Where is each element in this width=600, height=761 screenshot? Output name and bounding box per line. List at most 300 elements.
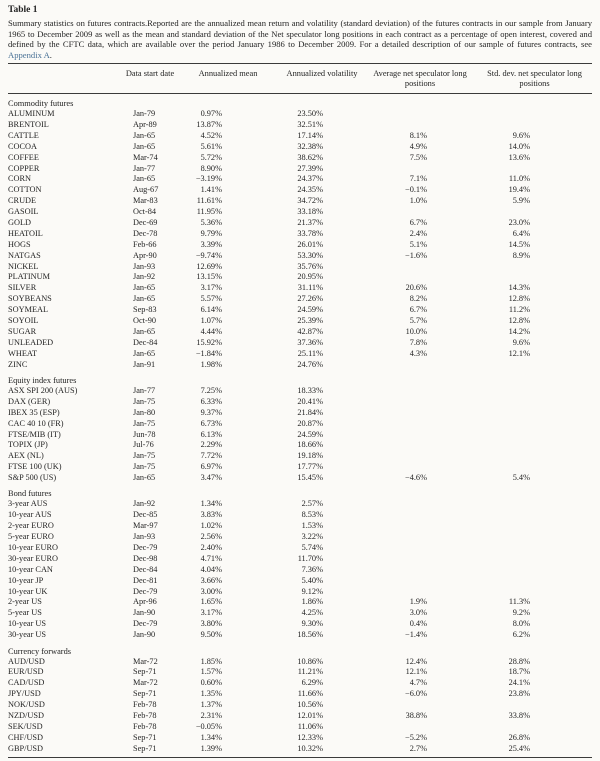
cell-filler bbox=[530, 744, 592, 755]
table-label: Table 1 bbox=[8, 5, 38, 15]
table-row bbox=[8, 386, 592, 397]
cell-start-date: Dec-79 bbox=[133, 543, 158, 553]
cell-avg-net-spec bbox=[323, 430, 427, 441]
cell-avg-net-spec: 38.8% bbox=[405, 710, 427, 720]
cell-start-date: Aug-67 bbox=[133, 185, 159, 195]
cell-std-net-spec bbox=[427, 554, 530, 565]
table-row bbox=[8, 408, 592, 419]
table-row bbox=[8, 207, 592, 218]
cell-std-net-spec bbox=[427, 386, 530, 397]
cell-annualized-mean: 11.95% bbox=[196, 207, 222, 217]
table-row bbox=[8, 462, 592, 473]
table-row bbox=[8, 473, 592, 484]
table-row bbox=[8, 565, 592, 576]
cell-avg-net-spec: 20.6% bbox=[405, 283, 427, 293]
section-title: Bond futures bbox=[8, 489, 52, 499]
cell-start-date: Dec-85 bbox=[133, 510, 158, 520]
cell-contract: GBP/USD bbox=[8, 743, 44, 753]
table-row bbox=[8, 521, 592, 532]
cell-annualized-mean: −9.74% bbox=[195, 250, 222, 260]
cell-std-net-spec bbox=[427, 207, 530, 218]
cell-avg-net-spec: 1.0% bbox=[409, 196, 427, 206]
cell-std-net-spec: 18.7% bbox=[508, 667, 530, 677]
cell-contract: TOPIX (JP) bbox=[8, 440, 48, 450]
cell-contract: SILVER bbox=[8, 283, 37, 293]
cell-filler bbox=[530, 305, 592, 316]
cell-filler bbox=[530, 196, 592, 207]
cell-contract: GOLD bbox=[8, 217, 32, 227]
cell-std-net-spec: 5.4% bbox=[512, 473, 530, 483]
cell-contract: CRUDE bbox=[8, 196, 37, 206]
caption-text-before: Summary statistics on futures contracts.Reported are the annualized mean return and volatility (standard deviation) of the futures contracts in our sample from January 1965 to December 2009 as well as the mean and standard deviation of the Net speculator long positions in each contract as a percentage of open interest, covered and defined by the CFTC data, which are available over the period January 1986 to December 2009. For a detailed description of our sample of futures contracts, see bbox=[8, 18, 592, 50]
table-row bbox=[8, 142, 592, 153]
header-annualized-volatility: Annualized volatility bbox=[286, 69, 358, 79]
table-row bbox=[8, 657, 592, 668]
cell-contract: WHEAT bbox=[8, 348, 38, 358]
cell-contract: AUD/USD bbox=[8, 656, 45, 666]
cell-avg-net-spec bbox=[323, 451, 427, 462]
cell-contract: ALUMINUM bbox=[8, 109, 55, 119]
cell-avg-net-spec: 10.0% bbox=[405, 326, 427, 336]
cell-annualized-mean: −0.05% bbox=[195, 721, 222, 731]
cell-start-date: Mar-74 bbox=[133, 152, 158, 162]
table-row bbox=[8, 554, 592, 565]
caption-text-after: . bbox=[49, 49, 52, 60]
cell-avg-net-spec bbox=[323, 700, 427, 711]
cell-start-date: Apr-96 bbox=[133, 597, 157, 607]
cell-std-net-spec: 9.6% bbox=[512, 130, 530, 140]
table-row bbox=[8, 587, 592, 598]
table-row bbox=[8, 185, 592, 196]
cell-std-net-spec: 11.2% bbox=[508, 305, 530, 315]
cell-avg-net-spec: 4.3% bbox=[409, 348, 427, 358]
cell-contract: CAC 40 10 (FR) bbox=[8, 418, 64, 428]
cell-filler bbox=[530, 207, 592, 218]
cell-filler bbox=[530, 608, 592, 619]
table-section bbox=[8, 98, 592, 370]
cell-annualized-volatility: 19.18% bbox=[297, 451, 323, 461]
cell-annualized-volatility: 33.18% bbox=[297, 207, 323, 217]
cell-start-date: Feb-78 bbox=[133, 710, 157, 720]
cell-annualized-mean: 1.35% bbox=[200, 689, 222, 699]
cell-avg-net-spec bbox=[323, 164, 427, 175]
cell-contract: 10-year UK bbox=[8, 586, 48, 596]
table-row bbox=[8, 678, 592, 689]
cell-contract: CAD/USD bbox=[8, 678, 45, 688]
cell-avg-net-spec bbox=[323, 554, 427, 565]
cell-start-date: Jan-90 bbox=[133, 630, 156, 640]
table-row bbox=[8, 499, 592, 510]
table-section bbox=[8, 488, 592, 641]
cell-start-date: Dec-79 bbox=[133, 586, 158, 596]
cell-annualized-mean: 12.69% bbox=[196, 261, 222, 271]
cell-annualized-volatility: 10.56% bbox=[297, 700, 323, 710]
cell-start-date: Sep-71 bbox=[133, 743, 157, 753]
cell-filler bbox=[530, 262, 592, 273]
cell-avg-net-spec bbox=[323, 397, 427, 408]
cell-filler bbox=[530, 419, 592, 430]
cell-annualized-volatility: 12.33% bbox=[297, 732, 323, 742]
cell-start-date: Jan-65 bbox=[133, 326, 156, 336]
cell-filler bbox=[530, 532, 592, 543]
table-row bbox=[8, 196, 592, 207]
cell-annualized-mean: 0.60% bbox=[200, 678, 222, 688]
cell-std-net-spec bbox=[427, 262, 530, 273]
table-row bbox=[8, 294, 592, 305]
cell-start-date: Sep-83 bbox=[133, 305, 157, 315]
cell-annualized-mean: 4.52% bbox=[200, 130, 222, 140]
table-row bbox=[8, 327, 592, 338]
cell-annualized-volatility: 27.39% bbox=[297, 163, 323, 173]
cell-start-date: Oct-84 bbox=[133, 207, 157, 217]
cell-avg-net-spec bbox=[323, 408, 427, 419]
cell-contract: 5-year US bbox=[8, 608, 42, 618]
cell-annualized-mean: 2.56% bbox=[200, 532, 222, 542]
cell-std-net-spec: 6.2% bbox=[512, 630, 530, 640]
cell-avg-net-spec: 12.4% bbox=[405, 656, 427, 666]
cell-annualized-volatility: 35.76% bbox=[297, 261, 323, 271]
table-row bbox=[8, 120, 592, 131]
cell-annualized-volatility: 1.86% bbox=[301, 597, 323, 607]
cell-std-net-spec bbox=[427, 700, 530, 711]
cell-start-date: Jan-75 bbox=[133, 396, 156, 406]
cell-std-net-spec: 24.1% bbox=[508, 678, 530, 688]
section-title: Equity index futures bbox=[8, 375, 77, 385]
cell-filler bbox=[530, 120, 592, 131]
table-row bbox=[8, 349, 592, 360]
cell-avg-net-spec bbox=[323, 360, 427, 371]
cell-avg-net-spec bbox=[323, 440, 427, 451]
cell-annualized-mean: 6.33% bbox=[200, 396, 222, 406]
appendix-a-link[interactable]: Appendix A bbox=[8, 49, 50, 60]
cell-annualized-mean: 2.29% bbox=[200, 440, 222, 450]
cell-annualized-mean: −1.84% bbox=[195, 348, 222, 358]
cell-contract: DAX (GER) bbox=[8, 396, 51, 406]
cell-annualized-volatility: 38.62% bbox=[297, 152, 323, 162]
cell-std-net-spec: 26.8% bbox=[508, 732, 530, 742]
cell-annualized-mean: 6.13% bbox=[200, 429, 222, 439]
cell-start-date: Jan-90 bbox=[133, 608, 156, 618]
rule-below-header bbox=[8, 93, 592, 94]
cell-annualized-volatility: 21.84% bbox=[297, 407, 323, 417]
cell-std-net-spec bbox=[427, 587, 530, 598]
cell-annualized-mean: 13.15% bbox=[196, 272, 222, 282]
cell-start-date: Mar-72 bbox=[133, 656, 158, 666]
cell-annualized-volatility: 12.01% bbox=[297, 710, 323, 720]
cell-std-net-spec: 14.2% bbox=[508, 326, 530, 336]
cell-annualized-mean: 3.47% bbox=[200, 473, 222, 483]
cell-std-net-spec: 8.9% bbox=[512, 250, 530, 260]
cell-annualized-volatility: 21.37% bbox=[297, 217, 323, 227]
table-row bbox=[8, 619, 592, 630]
cell-annualized-mean: 1.57% bbox=[200, 667, 222, 677]
cell-annualized-mean: 9.79% bbox=[200, 228, 222, 238]
table-row bbox=[8, 397, 592, 408]
cell-annualized-mean: 7.72% bbox=[200, 451, 222, 461]
table-row bbox=[8, 229, 592, 240]
cell-annualized-mean: 5.72% bbox=[200, 152, 222, 162]
cell-start-date: Jan-77 bbox=[133, 163, 156, 173]
cell-contract: 30-year US bbox=[8, 630, 47, 640]
cell-contract: IBEX 35 (ESP) bbox=[8, 407, 60, 417]
cell-annualized-volatility: 5.74% bbox=[301, 543, 323, 553]
cell-filler bbox=[530, 218, 592, 229]
cell-std-net-spec: 23.0% bbox=[508, 217, 530, 227]
cell-annualized-volatility: 9.30% bbox=[301, 619, 323, 629]
cell-annualized-volatility: 23.50% bbox=[297, 109, 323, 119]
cell-start-date: Sep-71 bbox=[133, 667, 157, 677]
cell-filler bbox=[530, 327, 592, 338]
table-row bbox=[8, 689, 592, 700]
cell-std-net-spec: 9.6% bbox=[512, 337, 530, 347]
cell-contract: 2-year US bbox=[8, 597, 42, 607]
cell-contract: SOYBEANS bbox=[8, 294, 52, 304]
cell-annualized-volatility: 18.66% bbox=[297, 440, 323, 450]
table-row bbox=[8, 305, 592, 316]
cell-avg-net-spec bbox=[323, 543, 427, 554]
cell-avg-net-spec: −1.4% bbox=[405, 630, 427, 640]
cell-std-net-spec bbox=[427, 510, 530, 521]
cell-contract: COPPER bbox=[8, 163, 40, 173]
table-row bbox=[8, 700, 592, 711]
cell-annualized-mean: 1.34% bbox=[200, 499, 222, 509]
cell-start-date: Jan-77 bbox=[133, 385, 156, 395]
cell-filler bbox=[530, 510, 592, 521]
cell-annualized-mean: 2.31% bbox=[200, 710, 222, 720]
cell-avg-net-spec: 6.7% bbox=[409, 305, 427, 315]
cell-filler bbox=[530, 667, 592, 678]
cell-annualized-volatility: 6.29% bbox=[301, 678, 323, 688]
cell-annualized-volatility: 20.95% bbox=[297, 272, 323, 282]
cell-annualized-mean: −3.19% bbox=[195, 174, 222, 184]
cell-std-net-spec: 12.1% bbox=[508, 348, 530, 358]
table-row bbox=[8, 251, 592, 262]
cell-avg-net-spec: −0.1% bbox=[405, 185, 427, 195]
cell-annualized-mean: 6.97% bbox=[200, 462, 222, 472]
cell-filler bbox=[530, 733, 592, 744]
cell-filler bbox=[530, 451, 592, 462]
header-annualized-mean: Annualized mean bbox=[198, 69, 258, 79]
cell-avg-net-spec bbox=[323, 499, 427, 510]
cell-avg-net-spec bbox=[323, 419, 427, 430]
cell-annualized-mean: 3.00% bbox=[200, 586, 222, 596]
cell-avg-net-spec: 6.7% bbox=[409, 217, 427, 227]
cell-start-date: Dec-69 bbox=[133, 217, 158, 227]
cell-start-date: Dec-84 bbox=[133, 564, 158, 574]
cell-start-date: Jan-92 bbox=[133, 272, 156, 282]
cell-annualized-volatility: 42.87% bbox=[297, 326, 323, 336]
cell-std-net-spec bbox=[427, 408, 530, 419]
cell-contract: AEX (NL) bbox=[8, 451, 44, 461]
cell-annualized-mean: 7.25% bbox=[200, 385, 222, 395]
cell-filler bbox=[530, 689, 592, 700]
table-section bbox=[8, 375, 592, 484]
cell-annualized-volatility: 25.11% bbox=[297, 348, 323, 358]
table-body bbox=[8, 98, 592, 754]
cell-avg-net-spec: −4.6% bbox=[405, 473, 427, 483]
cell-annualized-volatility: 33.78% bbox=[297, 228, 323, 238]
cell-annualized-volatility: 26.01% bbox=[297, 239, 323, 249]
cell-annualized-volatility: 34.72% bbox=[297, 196, 323, 206]
cell-filler bbox=[530, 338, 592, 349]
cell-std-net-spec bbox=[427, 272, 530, 283]
cell-std-net-spec: 12.8% bbox=[508, 315, 530, 325]
table-row bbox=[8, 430, 592, 441]
cell-contract: 10-year AUS bbox=[8, 510, 52, 520]
cell-contract: HEATOIL bbox=[8, 228, 43, 238]
cell-contract: COFFEE bbox=[8, 152, 39, 162]
cell-contract: EUR/USD bbox=[8, 667, 44, 677]
cell-annualized-mean: 2.40% bbox=[200, 543, 222, 553]
cell-std-net-spec bbox=[427, 565, 530, 576]
cell-contract: SEK/USD bbox=[8, 721, 43, 731]
cell-std-net-spec: 14.0% bbox=[508, 141, 530, 151]
cell-filler bbox=[530, 153, 592, 164]
table-row bbox=[8, 360, 592, 371]
cell-annualized-volatility: 32.51% bbox=[297, 119, 323, 129]
cell-filler bbox=[530, 229, 592, 240]
table-row bbox=[8, 510, 592, 521]
cell-std-net-spec bbox=[427, 164, 530, 175]
cell-std-net-spec: 5.9% bbox=[512, 196, 530, 206]
cell-annualized-volatility: 18.33% bbox=[297, 385, 323, 395]
cell-start-date: Jan-75 bbox=[133, 462, 156, 472]
cell-std-net-spec bbox=[427, 543, 530, 554]
cell-avg-net-spec bbox=[323, 262, 427, 273]
cell-start-date: Mar-83 bbox=[133, 196, 158, 206]
cell-avg-net-spec: 2.4% bbox=[409, 228, 427, 238]
cell-contract: 3-year AUS bbox=[8, 499, 48, 509]
cell-annualized-volatility: 24.76% bbox=[297, 359, 323, 369]
cell-annualized-mean: 6.14% bbox=[200, 305, 222, 315]
cell-std-net-spec: 8.0% bbox=[512, 619, 530, 629]
cell-std-net-spec bbox=[427, 109, 530, 120]
cell-std-net-spec: 11.3% bbox=[508, 597, 530, 607]
table-row bbox=[8, 543, 592, 554]
cell-std-net-spec bbox=[427, 440, 530, 451]
cell-start-date: Jan-65 bbox=[133, 283, 156, 293]
cell-annualized-volatility: 24.59% bbox=[297, 305, 323, 315]
cell-annualized-mean: 9.50% bbox=[200, 630, 222, 640]
cell-contract: SUGAR bbox=[8, 326, 37, 336]
cell-annualized-volatility: 2.57% bbox=[301, 499, 323, 509]
cell-std-net-spec bbox=[427, 430, 530, 441]
cell-std-net-spec: 19.4% bbox=[508, 185, 530, 195]
cell-std-net-spec bbox=[427, 462, 530, 473]
cell-filler bbox=[530, 619, 592, 630]
cell-avg-net-spec: 7.1% bbox=[409, 174, 427, 184]
cell-contract: UNLEADED bbox=[8, 337, 54, 347]
cell-annualized-volatility: 37.36% bbox=[297, 337, 323, 347]
cell-contract: GASOIL bbox=[8, 207, 39, 217]
cell-start-date: Jan-92 bbox=[133, 499, 156, 509]
cell-filler bbox=[530, 630, 592, 641]
cell-avg-net-spec: 5.1% bbox=[409, 239, 427, 249]
cell-start-date: Mar-72 bbox=[133, 678, 158, 688]
cell-avg-net-spec: 3.0% bbox=[409, 608, 427, 618]
table-header-row bbox=[8, 64, 592, 92]
cell-filler bbox=[530, 397, 592, 408]
cell-filler bbox=[530, 185, 592, 196]
cell-avg-net-spec: 4.9% bbox=[409, 141, 427, 151]
cell-std-net-spec bbox=[427, 451, 530, 462]
cell-start-date: Dec-84 bbox=[133, 337, 158, 347]
cell-annualized-mean: 1.98% bbox=[200, 359, 222, 369]
cell-std-net-spec bbox=[427, 532, 530, 543]
cell-start-date: Feb-78 bbox=[133, 721, 157, 731]
cell-filler bbox=[530, 554, 592, 565]
cell-std-net-spec: 23.8% bbox=[508, 689, 530, 699]
cell-start-date: Dec-78 bbox=[133, 228, 158, 238]
cell-contract: 10-year JP bbox=[8, 575, 44, 585]
table-row bbox=[8, 240, 592, 251]
cell-start-date: Jun-78 bbox=[133, 429, 156, 439]
cell-start-date: Dec-98 bbox=[133, 553, 158, 563]
cell-annualized-mean: 3.17% bbox=[200, 283, 222, 293]
cell-filler bbox=[530, 283, 592, 294]
cell-annualized-mean: 5.61% bbox=[200, 141, 222, 151]
cell-contract: NZD/USD bbox=[8, 710, 44, 720]
section-title: Currency forwards bbox=[8, 646, 72, 656]
cell-filler bbox=[530, 430, 592, 441]
cell-filler bbox=[530, 499, 592, 510]
cell-filler bbox=[530, 543, 592, 554]
cell-annualized-mean: 1.41% bbox=[200, 185, 222, 195]
cell-annualized-volatility: 7.36% bbox=[301, 564, 323, 574]
cell-annualized-mean: 1.02% bbox=[200, 521, 222, 531]
cell-avg-net-spec bbox=[323, 521, 427, 532]
cell-avg-net-spec bbox=[323, 120, 427, 131]
cell-annualized-volatility: 11.66% bbox=[297, 689, 323, 699]
cell-annualized-mean: 9.37% bbox=[200, 407, 222, 417]
cell-avg-net-spec: 8.1% bbox=[409, 130, 427, 140]
cell-std-net-spec: 28.8% bbox=[508, 656, 530, 666]
cell-start-date: Jan-75 bbox=[133, 451, 156, 461]
cell-avg-net-spec bbox=[323, 207, 427, 218]
cell-annualized-mean: 3.66% bbox=[200, 575, 222, 585]
cell-filler bbox=[530, 440, 592, 451]
table-row bbox=[8, 153, 592, 164]
cell-std-net-spec: 12.8% bbox=[508, 294, 530, 304]
cell-filler bbox=[530, 294, 592, 305]
cell-filler bbox=[530, 700, 592, 711]
header-avg-net-speculator: Average net speculator long positions bbox=[373, 69, 467, 88]
cell-contract: S&P 500 (US) bbox=[8, 473, 57, 483]
table-row bbox=[8, 272, 592, 283]
cell-start-date: Feb-78 bbox=[133, 700, 157, 710]
cell-std-net-spec bbox=[427, 499, 530, 510]
cell-std-net-spec bbox=[427, 576, 530, 587]
cell-annualized-volatility: 15.45% bbox=[297, 473, 323, 483]
cell-start-date: Jan-65 bbox=[133, 294, 156, 304]
table-row bbox=[8, 608, 592, 619]
cell-start-date: Jan-65 bbox=[133, 348, 156, 358]
cell-contract: ASX SPI 200 (AUS) bbox=[8, 385, 78, 395]
cell-start-date: Mar-97 bbox=[133, 521, 158, 531]
cell-annualized-volatility: 9.12% bbox=[301, 586, 323, 596]
cell-annualized-volatility: 11.21% bbox=[297, 667, 323, 677]
cell-start-date: Dec-79 bbox=[133, 619, 158, 629]
table-row bbox=[8, 262, 592, 273]
cell-avg-net-spec: 7.5% bbox=[409, 152, 427, 162]
cell-start-date: Jan-65 bbox=[133, 473, 156, 483]
cell-contract: SOYOIL bbox=[8, 315, 39, 325]
cell-contract: COCOA bbox=[8, 141, 38, 151]
cell-contract: CATTLE bbox=[8, 130, 39, 140]
cell-contract: PLATINUM bbox=[8, 272, 50, 282]
cell-std-net-spec: 13.6% bbox=[508, 152, 530, 162]
cell-annualized-mean: 1.39% bbox=[200, 743, 222, 753]
